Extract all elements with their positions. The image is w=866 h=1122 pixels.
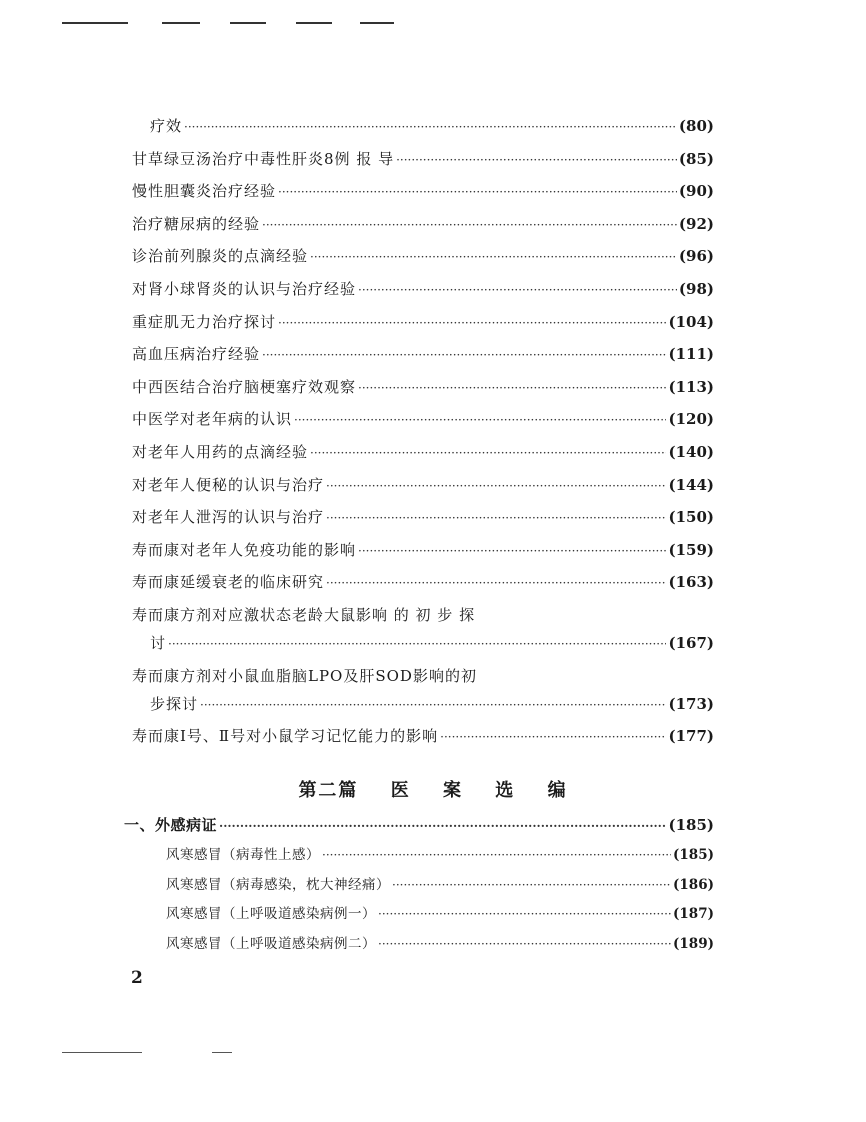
dot-leader: [326, 573, 666, 593]
toc-entry[interactable]: [132, 116, 714, 149]
case-heading-page: (185): [668, 816, 714, 834]
toc-entry[interactable]: [132, 572, 714, 605]
scan-line: [212, 1052, 232, 1053]
toc-page: (92): [678, 214, 714, 233]
dot-leader: [358, 541, 666, 561]
toc-title: 寿而康方剂对小鼠血脂脑LPO及肝SOD影响的初: [132, 666, 477, 685]
toc-title: 治疗糖尿病的经验: [132, 214, 261, 233]
case-entry[interactable]: [124, 904, 714, 934]
toc-title: 疗效: [150, 117, 183, 135]
toc-title: 寿而康对老年人免疫功能的影响: [132, 540, 357, 559]
dot-leader: [168, 634, 666, 654]
dot-leader: [310, 443, 666, 463]
toc-page: (80): [678, 117, 714, 135]
toc-title: 寿而康Ⅰ号、Ⅱ号对小鼠学习记忆能力的影响: [132, 727, 439, 746]
dot-leader: [184, 117, 677, 137]
toc-entry[interactable]: [132, 377, 714, 410]
case-page: (186): [673, 876, 714, 893]
page-number: 2: [131, 968, 143, 988]
case-page: (189): [673, 936, 714, 953]
dot-leader: [378, 934, 671, 954]
section-word: 医: [390, 780, 411, 801]
section-part-label: 第二篇: [298, 780, 359, 801]
dot-leader: [396, 150, 677, 170]
case-title: 风寒感冒（病毒性上感）: [166, 846, 320, 863]
dot-leader: [322, 845, 671, 865]
dot-leader: [392, 875, 671, 895]
toc-entry[interactable]: [132, 475, 714, 508]
toc-entry-line2[interactable]: [132, 633, 714, 666]
case-page: (185): [673, 846, 714, 863]
toc-page: (167): [668, 633, 714, 652]
toc-page: (85): [678, 149, 714, 168]
section-word: 案: [443, 780, 463, 801]
toc-page: (163): [668, 573, 714, 592]
header-rule-1: [62, 22, 128, 24]
dot-leader: [219, 816, 666, 836]
toc-title: 对老年人泄泻的认识与治疗: [132, 508, 325, 527]
toc-page: (120): [668, 410, 714, 429]
toc-title: 重症肌无力治疗探讨: [132, 312, 277, 331]
header-rule-3: [230, 22, 266, 24]
dot-leader: [326, 508, 666, 528]
toc-page: (140): [668, 442, 714, 461]
toc-page: (173): [668, 694, 714, 713]
case-entry[interactable]: [124, 875, 714, 905]
toc-title: 对肾小球肾炎的认识与治疗经验: [132, 279, 357, 298]
dot-leader: [278, 182, 677, 202]
dot-leader: [262, 215, 677, 235]
toc-entry-line1[interactable]: [132, 666, 714, 686]
case-list: [124, 815, 714, 964]
toc-page: (150): [668, 508, 714, 527]
toc-entry[interactable]: [132, 726, 714, 759]
toc-title: 中西医结合治疗脑梗塞疗效观察: [132, 377, 357, 396]
toc-entry[interactable]: [132, 409, 714, 442]
header-rule-5: [360, 22, 394, 24]
dot-leader: [358, 378, 666, 398]
toc-page: (177): [668, 727, 714, 746]
case-title: 风寒感冒（上呼吸道感染病例一）: [166, 906, 376, 923]
toc-title-continued: 讨: [150, 633, 167, 652]
section-title: [0, 776, 866, 802]
dot-leader: [378, 904, 671, 924]
dot-leader: [294, 410, 666, 430]
toc-title: 寿而康方剂对应激状态老龄大鼠影响 的 初 步 探: [132, 605, 476, 624]
toc-page: (90): [678, 182, 714, 201]
table-of-contents: [132, 116, 714, 759]
toc-page: (111): [668, 345, 714, 364]
toc-page: (96): [678, 247, 714, 266]
dot-leader: [440, 727, 666, 747]
toc-title-continued: 步探讨: [150, 694, 199, 713]
toc-title: 诊治前列腺炎的点滴经验: [132, 247, 309, 266]
case-entry[interactable]: [124, 934, 714, 964]
toc-title: 甘草绿豆汤治疗中毒性肝炎8例 报 导: [132, 149, 395, 168]
toc-title: 高血压病治疗经验: [132, 345, 261, 364]
toc-page: (144): [668, 475, 714, 494]
toc-entry[interactable]: [132, 312, 714, 345]
toc-title: 对老年人便秘的认识与治疗: [132, 475, 325, 494]
toc-title: 对老年人用药的点滴经验: [132, 442, 309, 461]
toc-entry[interactable]: [132, 214, 714, 247]
case-title: 风寒感冒（上呼吸道感染病例二）: [166, 936, 376, 953]
case-heading-title: 一、外感病证: [124, 816, 218, 834]
toc-title: 中医学对老年病的认识: [132, 410, 293, 429]
toc-title: 慢性胆囊炎治疗经验: [132, 182, 277, 201]
dot-leader: [262, 345, 666, 365]
toc-page: (104): [668, 312, 714, 331]
dot-leader: [278, 313, 666, 333]
section-word: 选: [495, 780, 516, 801]
toc-entry[interactable]: [132, 149, 714, 182]
header-rule-2: [162, 22, 200, 24]
toc-entry[interactable]: [132, 540, 714, 573]
toc-entry[interactable]: [132, 279, 714, 312]
toc-page: (159): [668, 540, 714, 559]
case-page: (187): [673, 906, 714, 923]
dot-leader: [326, 476, 666, 496]
case-title: 风寒感冒（病毒感染，枕大神经痛）: [166, 876, 390, 893]
toc-entry-line2[interactable]: [132, 694, 714, 727]
dot-leader: [358, 280, 677, 300]
header-rule-4: [296, 22, 332, 24]
dot-leader: [310, 247, 677, 267]
toc-entry[interactable]: [132, 442, 714, 475]
toc-entry[interactable]: [132, 344, 714, 377]
toc-title: 寿而康延缓衰老的临床研究: [132, 573, 325, 592]
toc-entry-line1[interactable]: [132, 605, 714, 625]
case-heading[interactable]: [124, 815, 714, 845]
toc-page: (113): [668, 377, 714, 396]
scan-line: [62, 1052, 142, 1053]
case-entry[interactable]: [124, 845, 714, 875]
toc-entry[interactable]: [132, 181, 714, 214]
toc-entry[interactable]: [132, 246, 714, 279]
dot-leader: [200, 695, 666, 715]
section-word: 编: [547, 780, 568, 801]
toc-entry[interactable]: [132, 507, 714, 540]
toc-page: (98): [678, 279, 714, 298]
